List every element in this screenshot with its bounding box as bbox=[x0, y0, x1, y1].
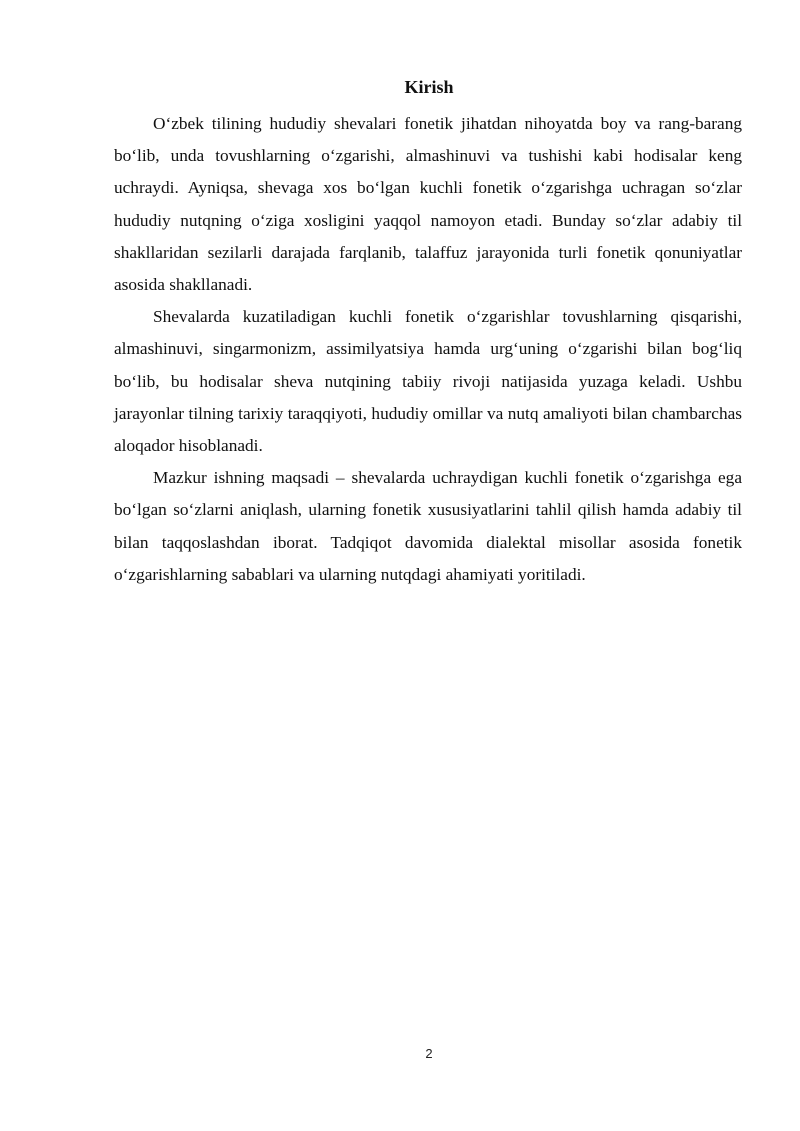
body-text bbox=[114, 108, 742, 591]
page-number: 2 bbox=[425, 1046, 433, 1061]
paragraph-3: Mazkur ishning maqsadi – shevalarda uchraydigan kuchli fonetik o‘zgarishga ega bo‘lgan so‘zlarni aniqlash, ularning fonetik xususiyatlarini tahlil qilish hamda adabiy til bilan taqqoslashdan iborat. Tadqiqot davomida dialektal misollar asosida fonetik o‘zgarishlarning sabablari va ularning nutqdagi ahamiyati yoritiladi. bbox=[114, 468, 742, 584]
paragraph-2: Shevalarda kuzatiladigan kuchli fonetik o‘zgarishlar tovushlarning qisqarishi, almashinuvi, singarmonizm, assimilyatsiya hamda urg‘uning o‘zgarishi bilan bog‘liq bo‘lib, bu hodisalar sheva nutqining tabiiy rivoji natijasida yuzaga keladi. Ushbu jarayonlar tilning tarixiy taraqqiyoti, hududiy omillar va nutq amaliyoti bilan chambarchas aloqador hisoblanadi. bbox=[114, 307, 742, 456]
paragraph-1: O‘zbek tilining hududiy shevalari fonetik jihatdan nihoyatda boy va rang-barang bo‘lib, unda tovushlarning o‘zgarishi, almashinuvi va tushishi kabi hodisalar keng uchraydi. Ayniqsa, shevaga xos bo‘lgan kuchli fonetik o‘zgarishga uchragan so‘zlar hududiy nutqning o‘ziga xosligini yaqqol namoyon etadi. Bunday so‘zlar adabiy til shakllaridan sezilarli darajada farqlanib, talaffuz jarayonida turli fonetik qonuniyatlar asosida shakllanadi. bbox=[114, 114, 742, 295]
page-title: Kirish bbox=[404, 77, 454, 97]
